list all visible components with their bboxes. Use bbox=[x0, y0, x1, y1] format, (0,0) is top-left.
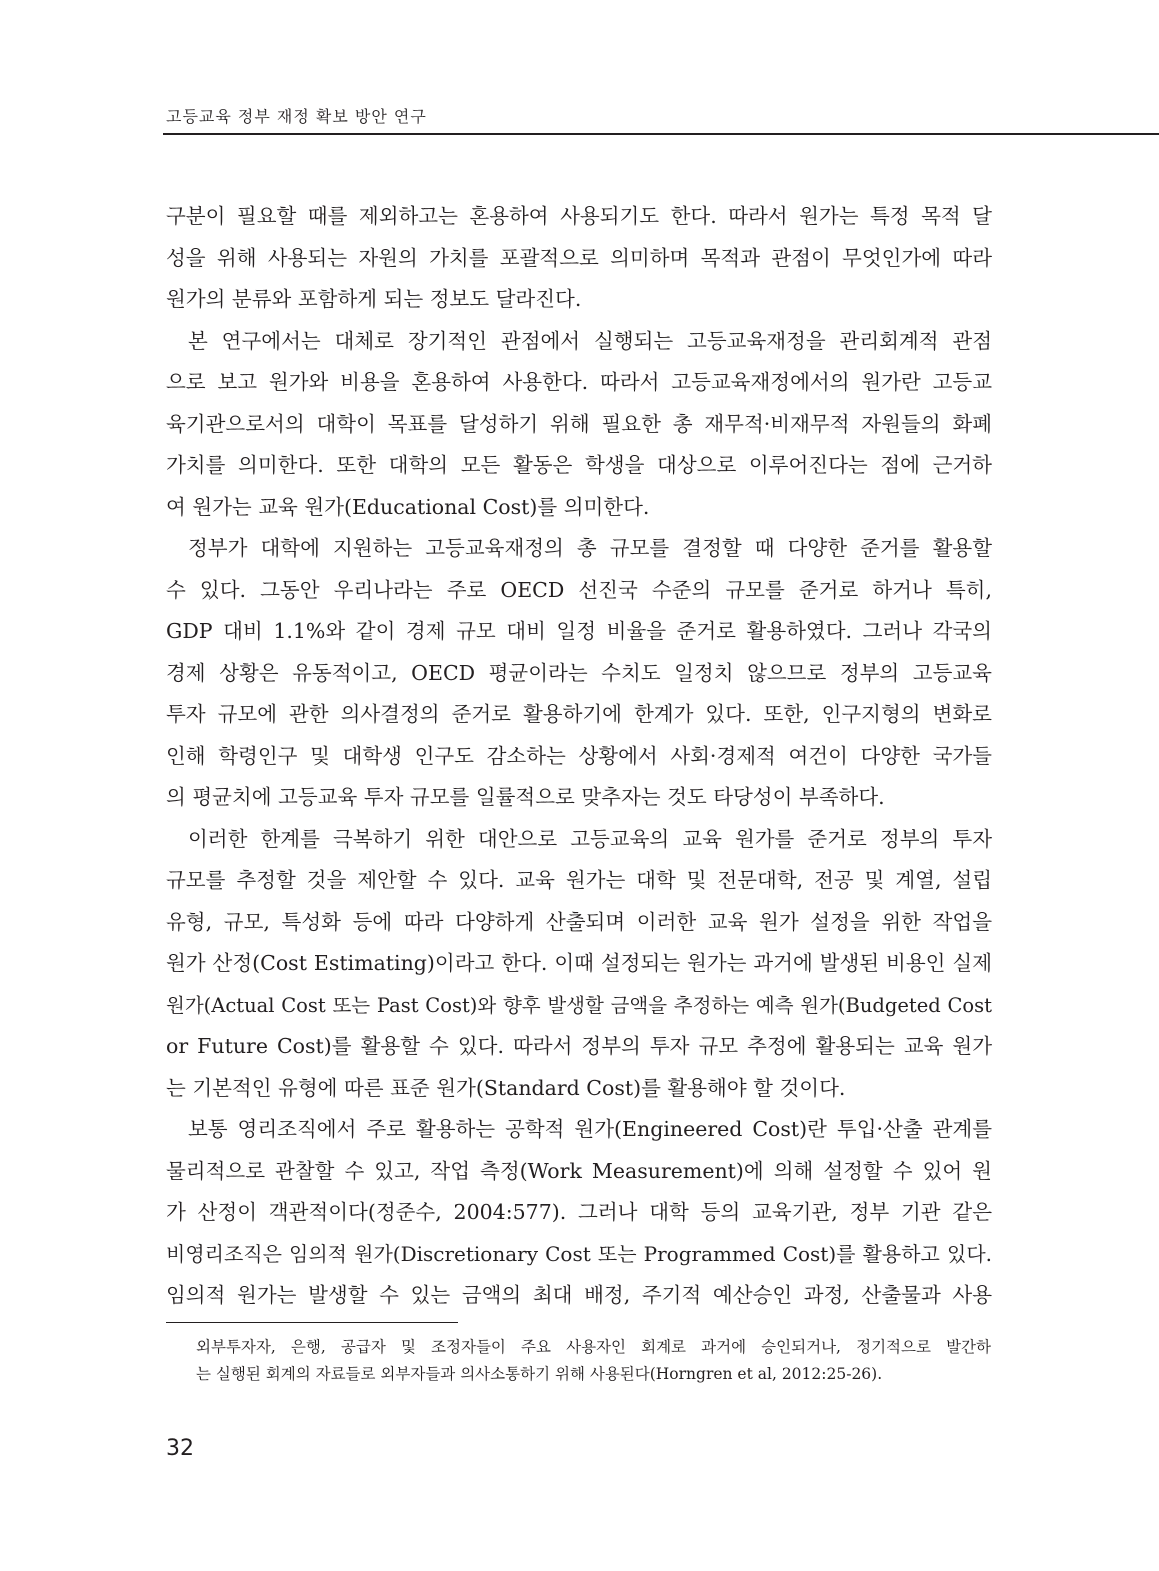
body-line: 는 기본적인 유형에 따른 표준 원가(Standard Cost)를 활용해야 할 것이다. bbox=[166, 1075, 846, 1100]
footnote-rule bbox=[166, 1322, 458, 1323]
body-line: 가치를 의미한다. 또한 대학의 모든 활동은 학생을 대상으로 이루어진다는 점에 근거하 bbox=[166, 453, 992, 477]
body-line: 물리적으로 관찰할 수 있고, 작업 측정(Work Measurement)에 의해 설정할 수 있어 원 bbox=[166, 1158, 992, 1183]
body-line: 원가(Actual Cost 또는 Past Cost)와 향후 발생할 금액을 추정하는 예측 원가(Budgeted Cost bbox=[166, 993, 992, 1017]
body-text bbox=[166, 196, 992, 1317]
body-line: 경제 상황은 유동적이고, OECD 평균이라는 수치도 일정치 않으므로 정부의 고등교육 bbox=[166, 660, 992, 685]
body-line: 원가 산정(Cost Estimating)이라고 한다. 이때 설정되는 원가는 과거에 발생된 비용인 실제 bbox=[166, 951, 992, 975]
body-line: 인해 학령인구 및 대학생 인구도 감소하는 상황에서 사회·경제적 여건이 다양한 국가들 bbox=[166, 743, 992, 768]
header-rule bbox=[163, 133, 1159, 135]
body-line: 규모를 추정할 것을 제안할 수 있다. 교육 원가는 대학 및 전문대학, 전공 및 계열, 설립 bbox=[166, 868, 992, 892]
body-line: 수 있다. 그동안 우리나라는 주로 OECD 선진국 수준의 규모를 준거로 하거나 특히, bbox=[166, 577, 992, 602]
footnote-line: 는 실행된 회계의 자료들로 외부자들과 의사소통하기 위해 사용된다(Horngren et al, 2012:25-26). bbox=[196, 1365, 883, 1383]
body-line: 보통 영리조직에서 주로 활용하는 공학적 원가(Engineered Cost)란 투입·산출 관계를 bbox=[188, 1117, 992, 1141]
body-line: 구분이 필요할 때를 제외하고는 혼용하여 사용되기도 한다. 따라서 원가는 특정 목적 달 bbox=[166, 204, 992, 228]
body-line: GDP 대비 1.1%와 같이 경제 규모 대비 일정 비율을 준거로 활용하였다. 그러나 각국의 bbox=[166, 619, 992, 643]
body-line: 의 평균치에 고등교육 투자 규모를 일률적으로 맞추자는 것도 타당성이 부족하다. bbox=[166, 785, 885, 809]
body-line: 정부가 대학에 지원하는 고등교육재정의 총 규모를 결정할 때 다양한 준거를 활용할 bbox=[188, 536, 992, 560]
body-line: 육기관으로서의 대학이 목표를 달성하기 위해 필요한 총 재무적·비재무적 자원들의 화폐 bbox=[166, 411, 992, 436]
body-line: 여 원가는 교육 원가(Educational Cost)를 의미한다. bbox=[166, 494, 650, 519]
footnote-line: 외부투자자, 은행, 공급자 및 조정자들이 주요 사용자인 회계로 과거에 승인되거나, 정기적으로 발간하 bbox=[196, 1338, 991, 1356]
body-line: 유형, 규모, 특성화 등에 따라 다양하게 산출되며 이러한 교육 원가 설정을 위한 작업을 bbox=[166, 909, 992, 934]
footnote bbox=[196, 1334, 991, 1388]
body-line: 으로 보고 원가와 비용을 혼용하여 사용한다. 따라서 고등교육재정에서의 원가란 고등교 bbox=[166, 370, 992, 394]
running-header: 고등교육 정부 재정 확보 방안 연구 bbox=[166, 107, 427, 126]
body-line: 투자 규모에 관한 의사결정의 준거로 활용하기에 한계가 있다. 또한, 인구지형의 변화로 bbox=[166, 702, 992, 726]
body-line: 가 산정이 객관적이다(정준수, 2004:577). 그러나 대학 등의 교육기관, 정부 기관 같은 bbox=[166, 1200, 992, 1224]
body-line: 이러한 한계를 극복하기 위한 대안으로 고등교육의 교육 원가를 준거로 정부의 투자 bbox=[188, 826, 992, 851]
body-line: or Future Cost)를 활용할 수 있다. 따라서 정부의 투자 규모 추정에 활용되는 교육 원가 bbox=[166, 1034, 992, 1058]
body-line: 원가의 분류와 포함하게 되는 정보도 달라진다. bbox=[166, 287, 582, 311]
body-line: 비영리조직은 임의적 원가(Discretionary Cost 또는 Programmed Cost)를 활용하고 있다. bbox=[166, 1241, 992, 1266]
body-line: 임의적 원가는 발생할 수 있는 금액의 최대 배정, 주기적 예산승인 과정, 산출물과 사용 bbox=[166, 1283, 992, 1307]
page-number: 32 bbox=[166, 1436, 194, 1461]
body-line: 본 연구에서는 대체로 장기적인 관점에서 실행되는 고등교육재정을 관리회계적 관점 bbox=[188, 328, 992, 353]
body-line: 성을 위해 사용되는 자원의 가치를 포괄적으로 의미하며 목적과 관점이 무엇인가에 따라 bbox=[166, 245, 992, 270]
